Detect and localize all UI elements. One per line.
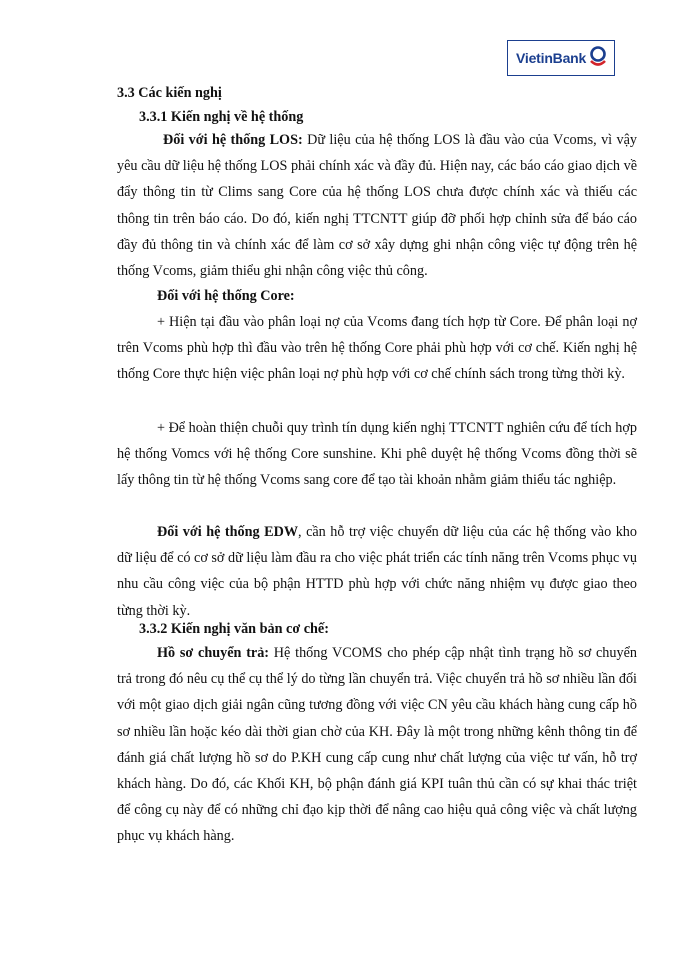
- core-title: Đối với hệ thống Core:: [157, 288, 295, 304]
- ho-so-paragraph: [117, 640, 637, 850]
- edw-title: Đối với hệ thống EDW: [157, 524, 299, 540]
- los-body: Dữ liệu của hệ thống LOS là đầu vào của Vcoms, vì vậy yêu cầu dữ liệu hệ thống LOS phải chính xác và đầy đủ. Hiện nay, các báo cáo giao dịch về đẩy thông tin từ Clims sang Core của hệ thống LOS chưa được chính xác và thiếu các thông tin trên báo cáo. Do đó, kiến nghị TTCNTT giúp đỡ phối hợp chỉnh sửa để báo cáo đầy đủ thông tin và chính xác để làm cơ sở xây dựng ghi nhận công việc tự động trên hệ thống Vcoms, giảm thiểu ghi nhận công việc thủ công.: [117, 132, 637, 280]
- ho-so-title: Hồ sơ chuyển trả:: [157, 645, 270, 661]
- logo-text: VietinBank: [516, 50, 587, 66]
- los-title: Đối với hệ thống LOS:: [163, 132, 303, 148]
- ho-so-body: Hệ thống VCOMS cho phép cập nhật tình trạng hồ sơ chuyển trả trong đó nêu cụ thể cụ thể lý do từng lần chuyển trả. Việc chuyển trả hồ sơ nhiều lần đối với một giao dịch giải ngân cũng tương đồng với việc CN yêu cầu khách hàng cung cấp hồ sơ nhiều lần hoặc kéo dài thời gian chờ của KH. Đây là một trong những kênh thông tin để đánh giá chất lượng hồ sơ do P.KH cung cấp cung như chất lượng của việc tư vấn, hỗ trợ khách hàng. Do đó, các Khối KH, bộ phận đánh giá KPI tuân thủ cần có sự khai thác triệt để công cụ này để có những chỉ đạo kịp thời để nâng cao hiệu quả công việc và chất lượng phục vụ khách hàng.: [117, 645, 637, 845]
- edw-body: , cần hỗ trợ việc chuyển dữ liệu của các hệ thống vào kho dữ liệu để có cơ sở dữ liệu làm đầu ra cho việc phát triển các tính năng trên Vcoms phục vụ nhu cầu công việc của bộ phận HTTD phù hợp với chức năng nhiệm vụ được giao theo từng thời kỳ.: [117, 524, 637, 619]
- vietinbank-logo: [507, 40, 615, 76]
- heading-3-3-2: 3.3.2 Kiến nghị văn bản cơ chế:: [139, 621, 329, 637]
- los-paragraph: [117, 127, 637, 284]
- core-paragraph-1: + Hiện tại đầu vào phân loại nợ của Vcoms đang tích hợp từ Core. Để phân loại nợ trên Vcoms phù hợp thì đầu vào trên hệ thống Core phải phù hợp với cơ chế. Kiến nghị hệ thống Core thực hiện việc phân loại nợ phù hợp với cơ chế chính sách trong từng thời kỳ.: [117, 314, 637, 383]
- logo-mark-icon: [588, 46, 608, 68]
- heading-3-3: 3.3 Các kiến nghị: [117, 85, 222, 101]
- edw-paragraph: [117, 519, 637, 624]
- core-paragraph-2: + Để hoàn thiện chuỗi quy trình tín dụng kiến nghị TTCNTT nghiên cứu để tích hợp hệ thống Vomcs với hệ thống Core sunshine. Khi phê duyệt hệ thống Vcoms đồng thời sẽ lấy thông tin từ hệ thống Vcoms sang core để tạo tài khoản nhằm giảm thiểu tác nghiệp.: [117, 420, 637, 489]
- heading-3-3-1: 3.3.1 Kiến nghị về hệ thống: [139, 109, 304, 125]
